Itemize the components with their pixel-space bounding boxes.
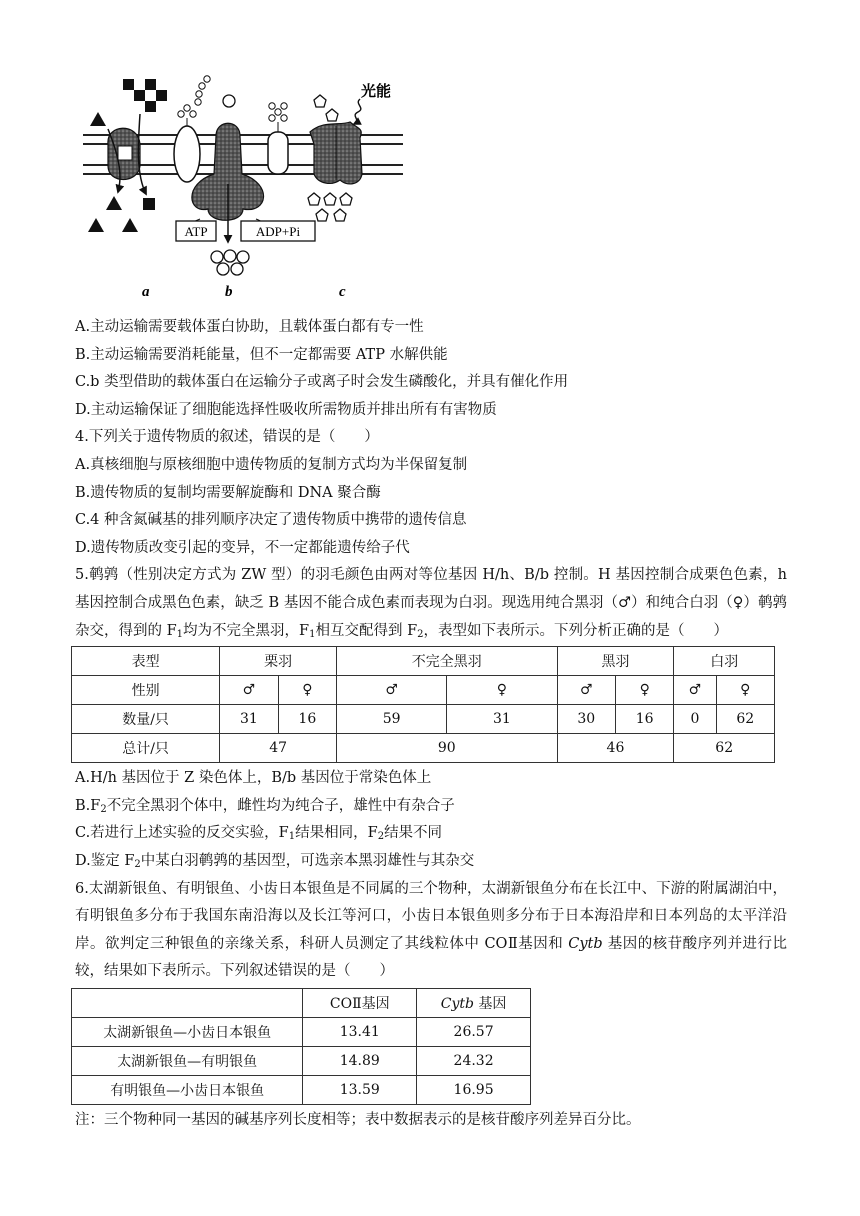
- table-cell: 31: [447, 705, 557, 734]
- table-cell: [72, 988, 303, 1017]
- table-cell: ♂: [557, 676, 615, 705]
- table-cell: ♀: [278, 676, 336, 705]
- table-cell: 表型: [72, 647, 220, 676]
- table-row: [72, 988, 531, 1017]
- q5-option-c: C.若进行上述实验的反交实验，$F_1$结果相同，$F_2$结果不同: [75, 825, 443, 843]
- q3-option-a: A.主动运输需要载体蛋白协助，且载体蛋白都有专一性: [75, 319, 424, 335]
- table-row: [72, 705, 775, 734]
- membrane-diagram: [78, 74, 408, 304]
- receptor-protein-2: [268, 103, 288, 174]
- membrane-transport-figure: [78, 74, 408, 304]
- table-cell: 有明银鱼—小齿日本银鱼: [72, 1075, 303, 1104]
- table-row: [72, 1075, 531, 1104]
- table-cell: 30: [557, 705, 615, 734]
- transporter-a: [108, 128, 140, 179]
- q5-option-d: D.鉴定 $F_2$中某白羽鹌鹑的基因型，可选亲本黑羽雄性与其杂交: [75, 852, 475, 870]
- table-row: [72, 676, 775, 705]
- q5-stem: 5.鹌鹑（性别决定方式为 ZW 型）的羽毛颜色由两对等位基因 H/h、B/b 控制。H 基因控制合成栗色色素，h 基因控制合成黑色色素，缺乏 B 基因不能合成色素而表现为白羽。现选用纯合黑羽（♂）和纯合白羽（♀）鹌鹑杂交，得到的 $F_1$均为不完全黑羽，$F_1$相互交配得到 $F_2$，表型如下表所示。下列分析正确的是（ ）: [75, 567, 787, 640]
- q4-option-b: B.遗传物质的复制均需要解旋酶和 DNA 聚合酶: [75, 484, 381, 501]
- table-cell: 90: [337, 734, 557, 763]
- light-energy-label: 光能: [361, 82, 392, 100]
- receptor-protein-1: [174, 76, 210, 182]
- table-cell: 数量/只: [72, 705, 220, 734]
- q4-option-a: A.真核细胞与原核细胞中遗传物质的复制方式均为半保留复制: [75, 456, 468, 473]
- table-cell: 59: [337, 705, 447, 734]
- table-cell: 47: [220, 734, 337, 763]
- q3-option-b: B.主动运输需要消耗能量，但不一定都需要 ATP 水解供能: [75, 346, 448, 363]
- table-cell: ♂: [220, 676, 278, 705]
- table-cell: 16: [615, 705, 673, 734]
- table-cell: ♂: [337, 676, 447, 705]
- atp-label: ATP: [184, 224, 208, 239]
- light-arrow: [354, 99, 361, 124]
- table-cell: 14.89: [303, 1046, 417, 1075]
- table-cell: ♂: [674, 676, 716, 705]
- table-cell: 13.59: [303, 1075, 417, 1104]
- label-b: b: [225, 284, 233, 300]
- table-cell: 白羽: [674, 647, 775, 676]
- q4-option-c: C.4 种含氮碱基的排列顺序决定了遗传物质中携带的遗传信息: [75, 512, 467, 529]
- q6-sequence-table: [71, 988, 531, 1105]
- table-row: [72, 647, 775, 676]
- table-cell: 24.32: [417, 1046, 531, 1075]
- q5-option-b: $B.F_2$不完全黑羽个体中，雌性均为纯合子，雄性中有杂合子: [75, 797, 455, 815]
- table-cell: ♀: [615, 676, 673, 705]
- label-a: a: [142, 284, 150, 300]
- table-cell: ♀: [447, 676, 557, 705]
- table-cell: 13.41: [303, 1017, 417, 1046]
- table-cell: 栗羽: [220, 647, 337, 676]
- table-row: [72, 734, 775, 763]
- q6-stem: 6.太湖新银鱼、有明银鱼、小齿日本银鱼是不同属的三个物种，太湖新银鱼分布在长江中、下游的附属湖泊中，有明银鱼多分布于我国东南沿海以及长江等河口，小齿日本银鱼则多分布于日本海沿岸和日本列岛的太平洋沿岸。欲判定三种银鱼的亲缘关系，科研人员测定了其线粒体中 COⅡ基因和 Cytb 基因的核苷酸序列并进行比较，结果如下表所示。下列叙述错误的是（ ）: [75, 880, 787, 980]
- table-cell: 0: [674, 705, 716, 734]
- table-cell: COⅡ基因: [303, 988, 417, 1017]
- q3-option-c: C.b 类型借助的载体蛋白在运输分子或离子时会发生磷酸化，并具有催化作用: [75, 374, 569, 391]
- table-cell: 31: [220, 705, 278, 734]
- table-cell: 黑羽: [557, 647, 674, 676]
- q5-option-a: A.H/h 基因位于 Z 染色体上，B/b 基因位于常染色体上: [75, 770, 432, 787]
- circle-molecules: [211, 250, 249, 275]
- transporter-c: [310, 122, 362, 184]
- table-row: [72, 1046, 531, 1075]
- table-cell: 不完全黑羽: [337, 647, 557, 676]
- table-cell: Cytb 基因: [417, 988, 531, 1017]
- q5-phenotype-table: [71, 646, 775, 763]
- table-cell: 16: [278, 705, 336, 734]
- table-cell: 62: [716, 705, 775, 734]
- table-row: [72, 1017, 531, 1046]
- table-cell: 性别: [72, 676, 220, 705]
- table-cell: 26.57: [417, 1017, 531, 1046]
- question-content: [75, 314, 787, 1134]
- q4-option-d: D.遗传物质改变引起的变异，不一定都能遗传给子代: [75, 539, 410, 556]
- table-cell: 总计/只: [72, 734, 220, 763]
- table-cell: ♀: [716, 676, 775, 705]
- table-cell: 太湖新银鱼—小齿日本银鱼: [72, 1017, 303, 1046]
- q3-option-d: D.主动运输保证了细胞能选择性吸收所需物质并排出所有有害物质: [75, 401, 497, 418]
- label-c: c: [339, 284, 346, 300]
- q6-note: 注：三个物种同一基因的碱基序列长度相等；表中数据表示的是核苷酸序列差异百分比。: [75, 1111, 641, 1128]
- table-cell: 62: [674, 734, 775, 763]
- table-cell: 46: [557, 734, 674, 763]
- q4-stem: 4.下列关于遗传物质的叙述，错误的是（ ）: [75, 429, 379, 446]
- table-cell: 16.95: [417, 1075, 531, 1104]
- table-cell: 太湖新银鱼—有明银鱼: [72, 1046, 303, 1075]
- adp-label: ADP+Pi: [255, 224, 301, 239]
